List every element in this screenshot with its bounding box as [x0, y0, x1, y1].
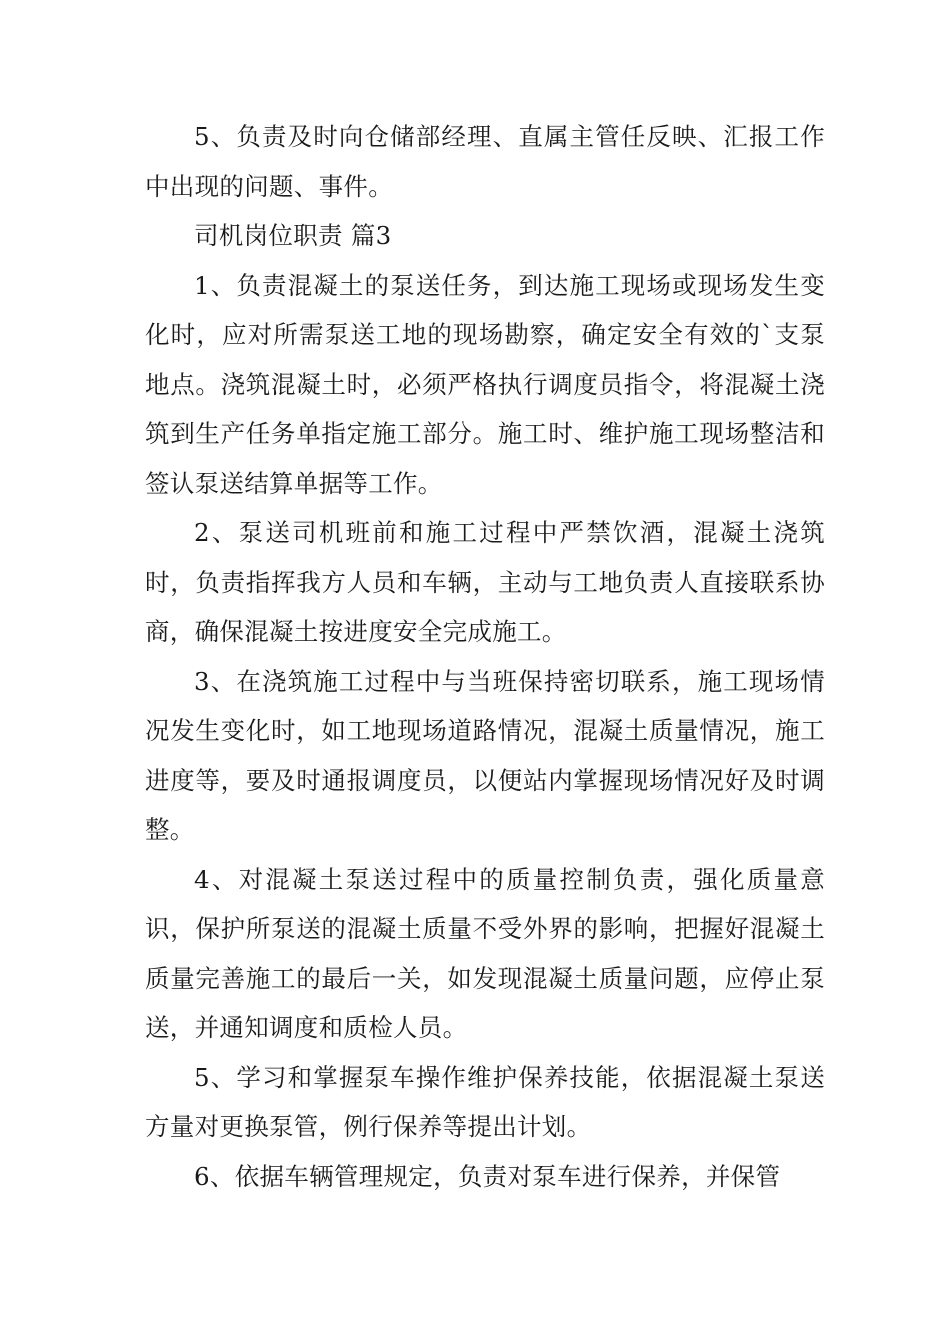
paragraph-item-5: 5、学习和掌握泵车操作维护保养技能，依据混凝土泵送方量对更换泵管，例行保养等提出计划。	[145, 1062, 825, 1141]
section-heading: 司机岗位职责 篇3	[194, 221, 392, 250]
document-body	[145, 112, 825, 1201]
paragraph-item-3: 3、在浇筑施工过程中与当班保持密切联系，施工现场情况发生变化时，如工地现场道路情况，混凝土质量情况，施工进度等，要及时通报调度员，以便站内掌握现场情况好及时调整。	[145, 666, 825, 844]
paragraph-item-6: 6、依据车辆管理规定，负责对泵车进行保养，并保管	[194, 1161, 781, 1191]
paragraph-item-2: 2、泵送司机班前和施工过程中严禁饮酒，混凝土浇筑时，负责指挥我方人员和车辆，主动与工地负责人直接联系协商，确保混凝土按进度安全完成施工。	[145, 518, 825, 646]
paragraph-item-1: 1、负责混凝土的泵送任务，到达施工现场或现场发生变化时，应对所需泵送工地的现场勘察，确定安全有效的`支泵地点。浇筑混凝土时，必须严格执行调度员指令，将混凝土浇筑到生产任务单指定施工部分。施工时、维护施工现场整洁和签认泵送结算单据等工作。	[145, 270, 825, 498]
paragraph-item-5-warehouse: 5、负责及时向仓储部经理、直属主管任反映、汇报工作中出现的问题、事件。	[145, 122, 825, 201]
paragraph-item-4: 4、对混凝土泵送过程中的质量控制负责，强化质量意识，保护所泵送的混凝土质量不受外界的影响，把握好混凝土质量完善施工的最后一关，如发现混凝土质量问题，应停止泵送，并通知调度和质检人员。	[145, 864, 825, 1042]
